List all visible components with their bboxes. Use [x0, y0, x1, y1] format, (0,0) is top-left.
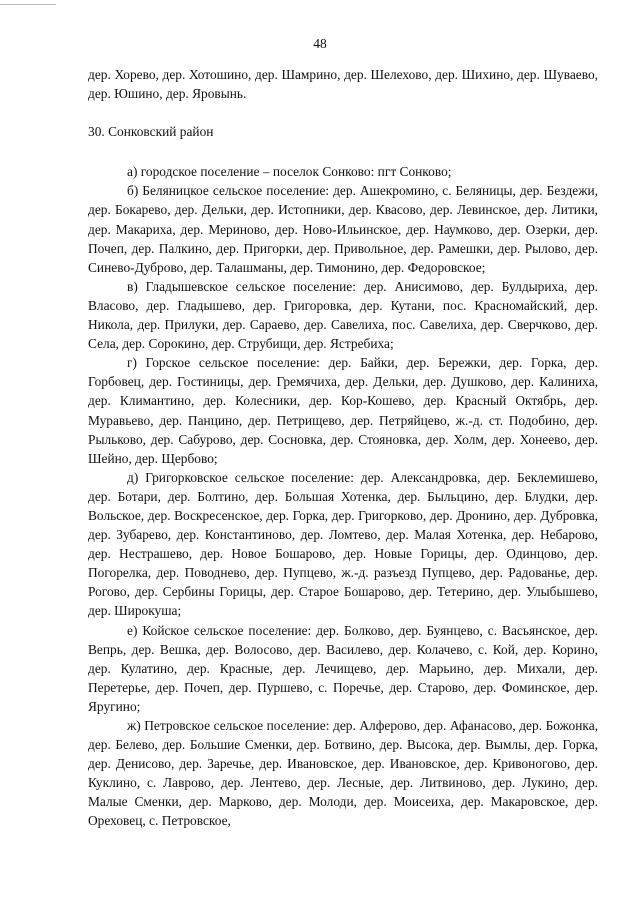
paragraph-g: г) Горское сельское поселение: дер. Байки, дер. Бережки, дер. Горка, дер. Горбовец, дер. Гостиницы, дер. Гремячиха, дер. Дельки, дер. Душково, дер. Калиниха, дер. Климантино, дер. Колесники, дер. Кор-Кошево, дер. Красный Октябрь, дер. Муравьево, дер. Панцино, дер. Петрищево, дер. Петряйцево, ж.-д. ст. Подобино, дер. Рыльково, дер. Сабурово, дер. Сосновка, дер. Стояновка, дер. Холм, дер. Хонеево, дер. Шейно, дер. Щербово;	[88, 355, 598, 466]
paragraph-e: е) Койское сельское поселение: дер. Болково, дер. Буянцево, с. Васьянское, дер. Вепрь, дер. Вешка, дер. Волосово, дер. Василево, дер. Колачево, с. Кой, дер. Корино, дер. Кулатино, дер. Красные, дер. Лечищево, дер. Марьино, дер. Михали, дер. Перетерье, дер. Почеп, дер. Пуршево, с. Поречье, дер. Старово, дер. Фоминское, дер. Яругино;	[88, 622, 598, 714]
paragraph-a: а) городское поселение – поселок Сонково: пгт Сонково;	[127, 164, 452, 180]
intro-paragraph: дер. Хорево, дер. Хотошино, дер. Шамрино, дер. Шелехово, дер. Шихино, дер. Шуваево, дер. Юшино, дер. Яровынь.	[88, 67, 598, 102]
paragraph-zh: ж) Петровское сельское поселение: дер. Алферово, дер. Афанасово, дер. Божонка, дер. Белево, дер. Большие Сменки, дер. Ботвино, дер. Высока, дер. Вымлы, дер. Горка, дер. Денисово, дер. Заречье, дер. Ивановское, дер. Ивановское, дер. Кривоногово, дер. Куклино, с. Лаврово, дер. Лентево, дер. Лесные, дер. Литвиново, дер. Лукино, дер. Малые Сменки, дер. Марково, дер. Молоди, дер. Моисеиха, дер. Макаровское, дер. Ореховец, с. Петровское,	[88, 718, 598, 829]
document-body	[88, 65, 598, 831]
page-number: 48	[313, 36, 327, 51]
paragraph-b: б) Беляницкое сельское поселение: дер. Ашекромино, с. Беляницы, дер. Бездежи, дер. Бокарево, дер. Дельки, дер. Истопники, дер. Квасово, дер. Левинское, дер. Литики, дер. Макариха, дер. Мериново, дер. Ново-Ильинское, дер. Наумково, дер. Озерки, дер. Почеп, дер. Палкино, дер. Пригорки, дер. Привольное, дер. Рамешки, дер. Рылово, дер. Синево-Дуброво, дер. Талашманы, дер. Тимонино, дер. Федоровское;	[88, 183, 598, 275]
paragraph-v: в) Гладышевское сельское поселение: дер. Анисимово, дер. Булдыриха, дер. Власово, дер. Гладышево, дер. Григоровка, дер. Кутани, пос. Красномайский, дер. Никола, дер. Прилуки, дер. Сараево, дер. Савелиха, пос. Савелиха, дер. Сверчково, дер. Села, дер. Сорокино, дер. Струбищи, дер. Ястребиха;	[88, 278, 598, 352]
section-heading: 30. Сонковский район	[88, 124, 214, 140]
paragraph-d: д) Григорковское сельское поселение: дер. Александровка, дер. Беклемишево, дер. Ботари, дер. Болтино, дер. Большая Хотенка, дер. Быльцино, дер. Блудки, дер. Вольское, дер. Воскресенское, дер. Горка, дер. Григорково, дер. Дронино, дер. Дубровка, дер. Зубарево, дер. Константиново, дер. Ломтево, дер. Малая Хотенка, дер. Небарово, дер. Нестрашево, дер. Новое Бошарово, дер. Новые Горицы, дер. Одинцово, дер. Погорелка, дер. Поводнево, дер. Пупцево, ж.-д. разъезд Пупцево, дер. Радованье, дер. Рогово, дер. Сербины Горицы, дер. Старое Бошарово, дер. Тетерино, дер. Улыбышево, дер. Широкуша;	[88, 469, 598, 619]
header-rule	[0, 4, 56, 5]
